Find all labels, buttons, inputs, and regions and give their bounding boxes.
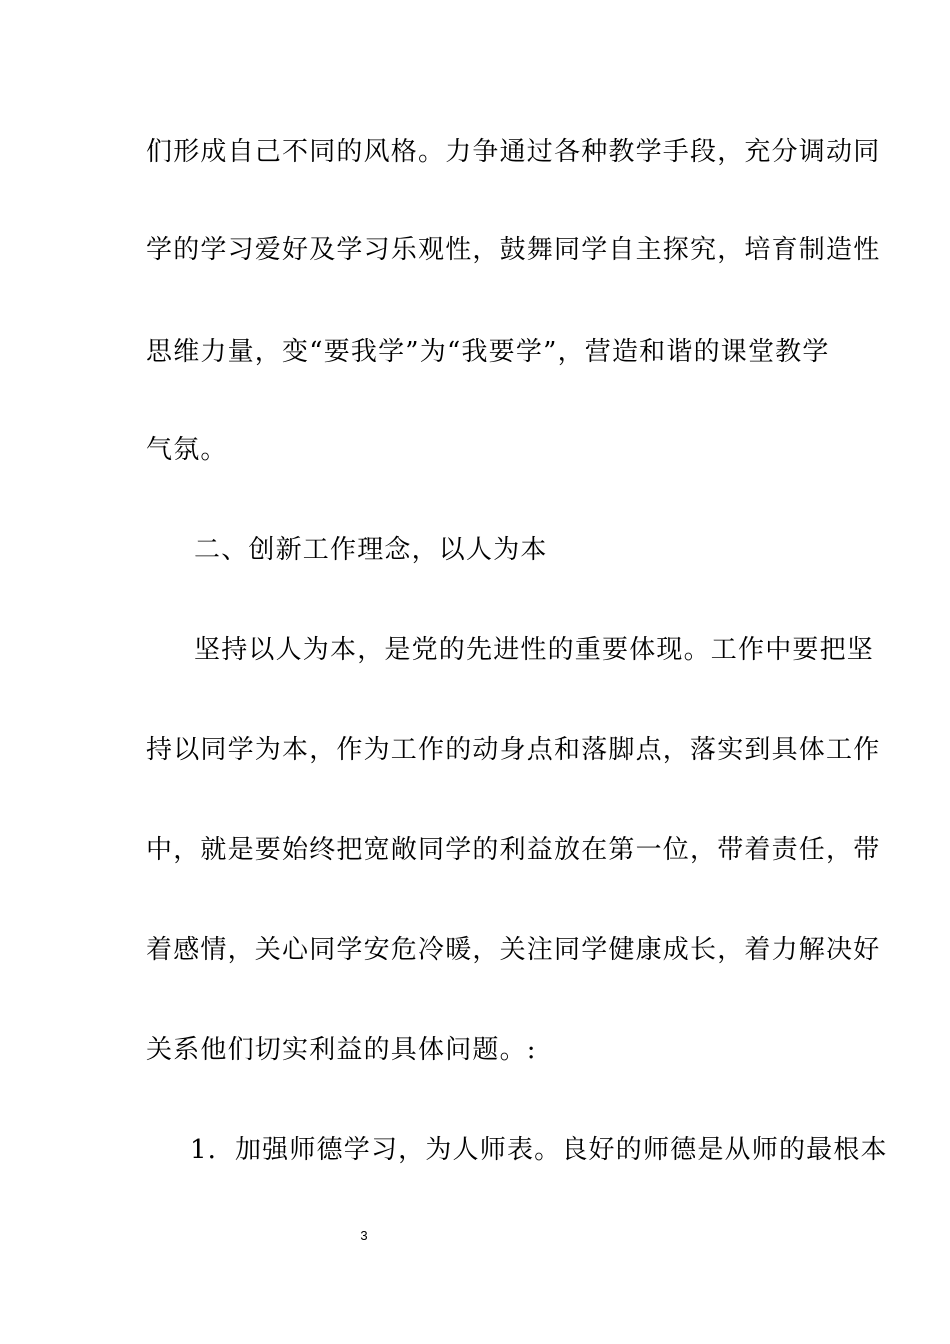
text-line: 们形成自己不同的风格。力争通过各种教学手段，充分调动同 xyxy=(146,137,881,167)
section-heading: 二、创新工作理念，以人为本 xyxy=(194,535,548,565)
page-number: 3 xyxy=(360,1228,368,1243)
text-line: 着感情，关心同学安危冷暖，关注同学健康成长，着力解决好 xyxy=(146,935,881,965)
text-line: 关系他们切实利益的具体问题。: xyxy=(146,1035,537,1065)
text-line: 气氛。 xyxy=(146,435,228,465)
text-line: 坚持以人为本，是党的先进性的重要体现。工作中要把坚 xyxy=(194,635,875,665)
text-line: 中，就是要始终把宽敞同学的利益放在第一位，带着责任，带 xyxy=(146,835,881,865)
text-line: 学的学习爱好及学习乐观性，鼓舞同学自主探究，培育制造性 xyxy=(146,235,881,265)
text-line: 思维力量，变“要我学”为“我要学”，营造和谐的课堂教学 xyxy=(146,337,830,367)
text-line: 持以同学为本，作为工作的动身点和落脚点，落实到具体工作 xyxy=(146,735,881,765)
list-item: 1．加强师德学习，为人师表。良好的师德是从师的最根本 xyxy=(190,1135,888,1165)
